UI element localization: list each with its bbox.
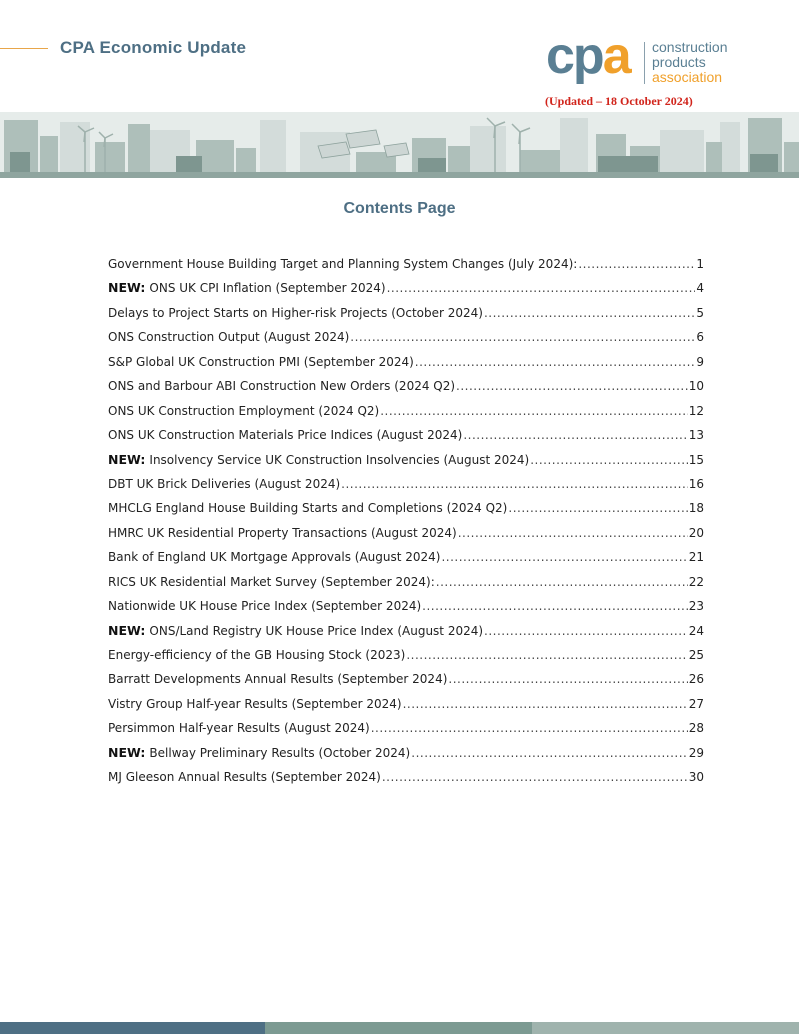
toc-page-number: 12 [688, 403, 704, 418]
toc-dot-leader [448, 671, 687, 687]
toc-page-number: 9 [696, 354, 704, 369]
toc-entry-title: ONS UK CPI Inflation (September 2024) [149, 281, 386, 296]
toc-entry-title: ONS Construction Output (August 2024) [108, 330, 350, 345]
toc-entry[interactable] [108, 623, 704, 647]
footer-segment-1 [0, 1022, 265, 1034]
toc-entry-title: HMRC UK Residential Property Transactions (August 2024) [108, 525, 457, 540]
toc-page-number: 22 [688, 574, 704, 589]
toc-entry[interactable] [108, 671, 704, 695]
toc-entry-title: RICS UK Residential Market Survey (September 2024): [108, 574, 435, 589]
table-of-contents [108, 256, 704, 794]
cityscape-banner [0, 112, 799, 178]
toc-dot-leader [578, 256, 695, 272]
toc-entry-title: S&P Global UK Construction PMI (September 2024) [108, 354, 414, 369]
logo-letter-p: p [572, 27, 603, 85]
toc-page-number: 1 [696, 257, 704, 271]
toc-entry[interactable] [108, 769, 704, 793]
toc-page-number: 15 [688, 452, 704, 467]
toc-entry-title: Delays to Project Starts on Higher-risk Projects (October 2024) [108, 305, 483, 320]
toc-entry[interactable] [108, 476, 704, 500]
toc-page-number: 24 [688, 623, 704, 638]
toc-dot-leader [463, 427, 687, 443]
toc-dot-leader [458, 525, 688, 541]
toc-entry[interactable] [108, 696, 704, 720]
toc-dot-leader [508, 500, 687, 516]
logo-word-construction: construction [652, 39, 728, 55]
toc-dot-leader [387, 280, 696, 296]
toc-entry-title: ONS/Land Registry UK House Price Index (August 2024) [149, 623, 484, 638]
toc-new-badge: NEW: [108, 280, 146, 296]
toc-entry-title: DBT UK Brick Deliveries (August 2024) [108, 476, 341, 491]
toc-page-number: 20 [688, 525, 704, 540]
toc-entry[interactable] [108, 403, 704, 427]
toc-page-number: 29 [688, 745, 704, 760]
toc-entry[interactable] [108, 500, 704, 524]
toc-entry-title: Persimmon Half-year Results (August 2024) [108, 721, 370, 736]
toc-dot-leader [382, 769, 688, 785]
toc-entry[interactable] [108, 354, 704, 378]
toc-page-number: 5 [696, 305, 704, 320]
toc-page-number: 25 [688, 648, 704, 662]
toc-page-number: 16 [688, 476, 704, 491]
logo-letter-c: c [546, 27, 573, 85]
toc-page-number: 13 [688, 428, 704, 443]
toc-new-badge: NEW: [108, 744, 146, 760]
toc-new-badge: NEW: [108, 622, 146, 638]
logo-letter-a: a [602, 27, 630, 85]
toc-page-number: 23 [688, 599, 704, 614]
toc-entry-title: Barratt Developments Annual Results (September 2024) [108, 672, 448, 687]
toc-page-number: 6 [696, 330, 704, 345]
toc-dot-leader [341, 476, 688, 492]
toc-entry[interactable] [108, 549, 704, 573]
toc-entry-title: Bank of England UK Mortgage Approvals (August 2024) [108, 550, 441, 565]
toc-page-number: 10 [688, 379, 704, 394]
toc-dot-leader [406, 647, 687, 663]
toc-new-badge: NEW: [108, 451, 146, 467]
toc-dot-leader [530, 452, 688, 468]
toc-dot-leader [371, 720, 688, 736]
footer-segment-2 [265, 1022, 532, 1034]
toc-entry[interactable] [108, 280, 704, 304]
toc-entry[interactable] [108, 427, 704, 451]
toc-page-number: 18 [688, 501, 704, 516]
toc-page-number: 4 [696, 281, 704, 296]
toc-entry-title: Government House Building Target and Planning System Changes (July 2024): [108, 257, 578, 271]
toc-entry-title: ONS and Barbour ABI Construction New Orders (2024 Q2) [108, 379, 456, 394]
toc-entry-title: Nationwide UK House Price Index (September 2024) [108, 599, 422, 614]
footer-color-bar [0, 1022, 799, 1034]
cpa-logo-letters [546, 27, 630, 85]
document-title: CPA Economic Update [60, 38, 247, 57]
toc-page-number: 30 [688, 770, 704, 785]
cpa-logo [546, 27, 756, 92]
toc-entry[interactable] [108, 329, 704, 353]
footer-segment-3 [532, 1022, 799, 1034]
toc-dot-leader [422, 598, 688, 614]
toc-dot-leader [456, 378, 688, 394]
toc-entry-title: MJ Gleeson Annual Results (September 2024) [108, 770, 381, 785]
toc-dot-leader [403, 696, 688, 712]
toc-entry[interactable] [108, 745, 704, 769]
toc-dot-leader [436, 574, 688, 590]
toc-dot-leader [350, 329, 695, 345]
toc-entry-title: Insolvency Service UK Construction Insolvencies (August 2024) [149, 452, 530, 467]
logo-divider [644, 42, 645, 84]
toc-page-number: 27 [688, 696, 704, 711]
toc-dot-leader [484, 305, 695, 321]
toc-entry[interactable] [108, 525, 704, 549]
toc-page-number: 21 [688, 550, 704, 565]
logo-word-products: products [652, 54, 706, 70]
toc-entry[interactable] [108, 720, 704, 744]
toc-entry[interactable] [108, 256, 704, 280]
toc-entry[interactable] [108, 378, 704, 402]
toc-page-number: 28 [688, 721, 704, 736]
toc-entry[interactable] [108, 598, 704, 622]
toc-entry[interactable] [108, 647, 704, 671]
toc-entry-title: ONS UK Construction Employment (2024 Q2) [108, 403, 380, 418]
toc-entry-title: MHCLG England House Building Starts and Completions (2024 Q2) [108, 501, 508, 516]
updated-date: (Updated – 18 October 2024) [545, 94, 693, 108]
logo-word-association: association [652, 69, 723, 85]
toc-dot-leader [380, 403, 688, 419]
contents-title: Contents Page [343, 200, 456, 217]
header-rule [0, 48, 48, 49]
toc-dot-leader [411, 745, 687, 761]
toc-entry-title: Bellway Preliminary Results (October 2024) [149, 745, 411, 760]
toc-entry-title: Vistry Group Half-year Results (September 2024) [108, 696, 402, 711]
toc-dot-leader [415, 354, 696, 370]
toc-dot-leader [441, 549, 687, 565]
toc-entry[interactable] [108, 305, 704, 329]
toc-page-number: 26 [688, 672, 704, 687]
toc-entry[interactable] [108, 452, 704, 476]
toc-entry[interactable] [108, 574, 704, 598]
toc-entry-title: Energy-efficiency of the GB Housing Stock (2023) [108, 648, 406, 662]
toc-entry-title: ONS UK Construction Materials Price Indices (August 2024) [108, 428, 463, 443]
logo-wordmark [652, 40, 727, 85]
toc-dot-leader [484, 623, 688, 639]
